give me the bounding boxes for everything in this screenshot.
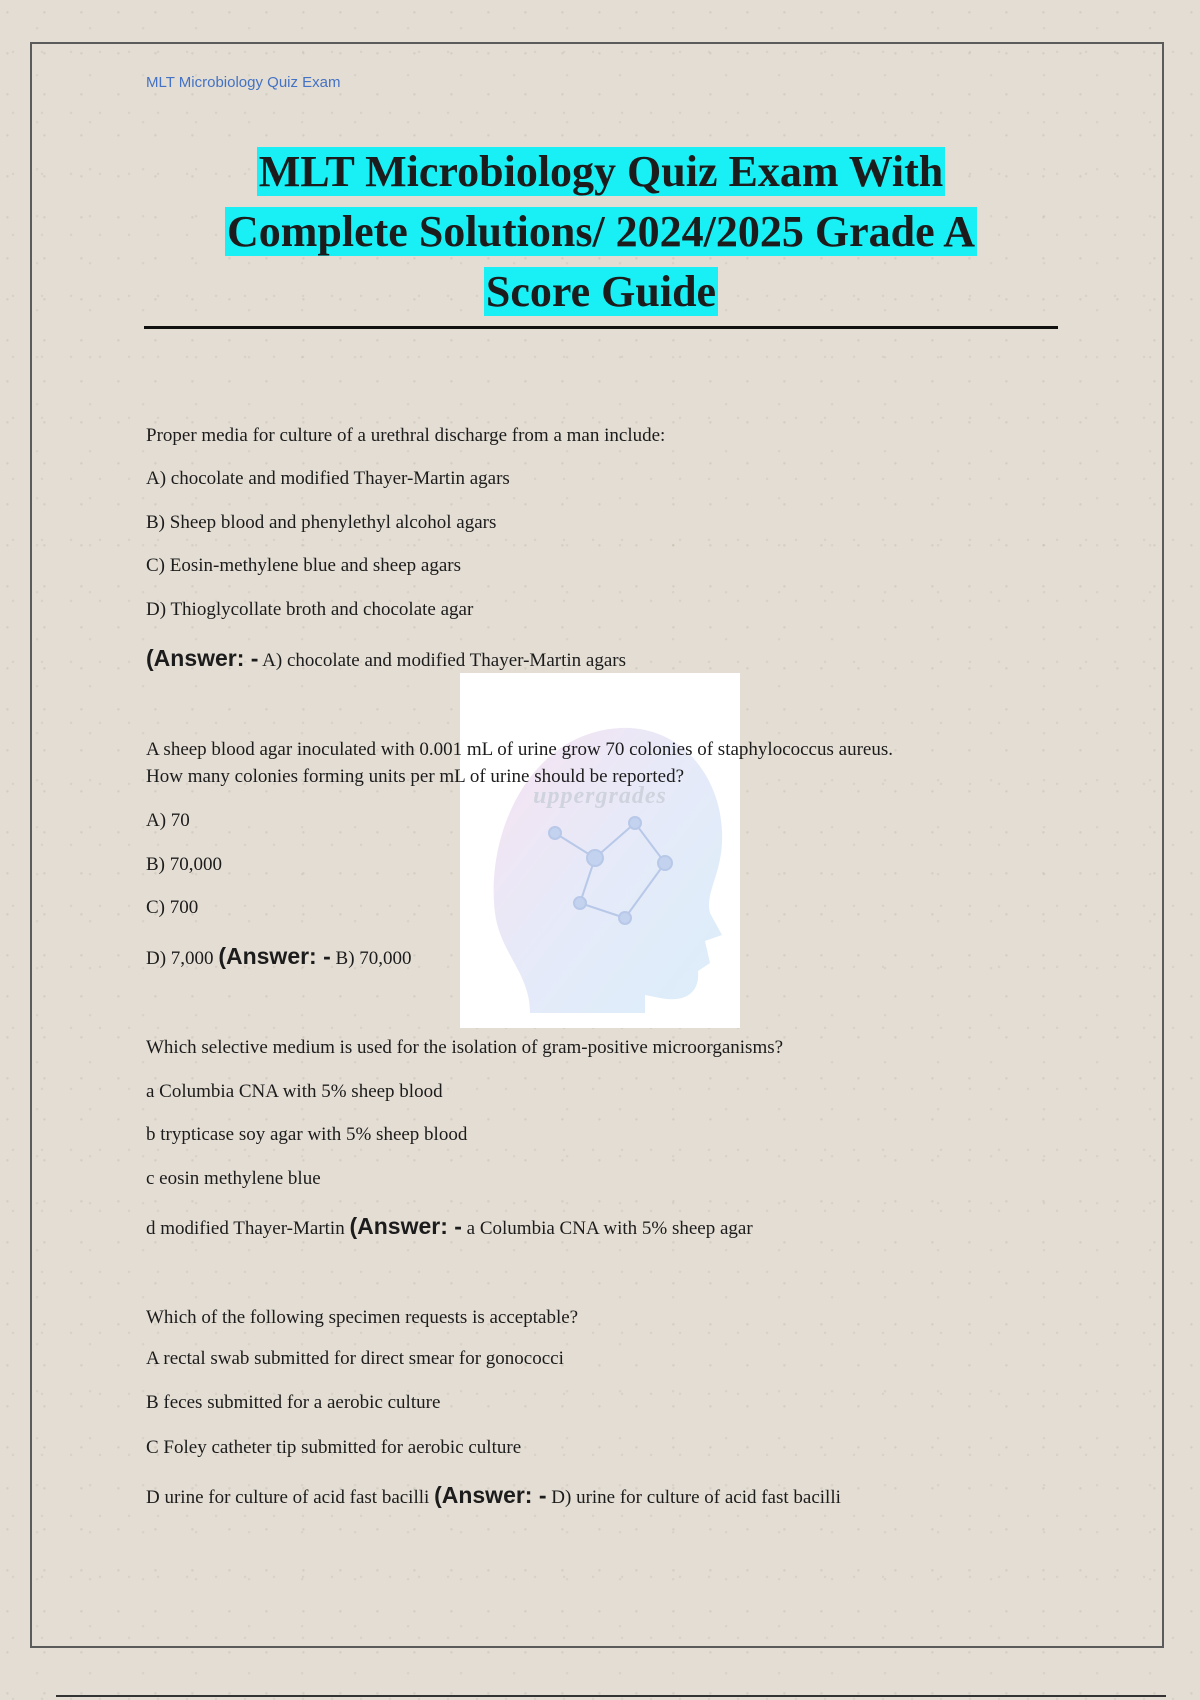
q1-answer-line xyxy=(146,645,626,672)
q3-answer-line xyxy=(146,1213,753,1240)
q1-answer: A) chocolate and modified Thayer-Martin agars xyxy=(262,650,626,671)
q4-option-a: A rectal swab submitted for direct smear for gonococci xyxy=(146,1348,564,1369)
q1-option-d: D) Thioglycollate broth and chocolate agar xyxy=(146,599,474,620)
q3-option-b: b trypticase soy agar with 5% sheep blood xyxy=(146,1124,468,1145)
title-line-3: Score Guide xyxy=(485,267,717,316)
title-line-1: MLT Microbiology Quiz Exam With xyxy=(258,147,944,196)
q4-option-d: D urine for culture of acid fast bacilli xyxy=(146,1487,430,1508)
q2-option-b: B) 70,000 xyxy=(146,854,222,875)
answer-label: (Answer: - xyxy=(349,1213,462,1239)
q1-option-a: A) chocolate and modified Thayer-Martin agars xyxy=(146,468,510,489)
q4-answer: D) urine for culture of acid fast bacilli xyxy=(551,1487,841,1508)
q2-option-c: C) 700 xyxy=(146,897,199,918)
footer-divider xyxy=(56,1695,1166,1697)
q4-answer-line xyxy=(146,1482,841,1509)
watermark-logo xyxy=(460,673,740,1028)
title-line-2: Complete Solutions/ 2024/2025 Grade A xyxy=(226,207,976,256)
q4-option-b: B feces submitted for a aerobic culture xyxy=(146,1392,441,1413)
q2-answer: B) 70,000 xyxy=(335,948,412,969)
q3-question: Which selective medium is used for the isolation of gram-positive microorganisms? xyxy=(146,1037,784,1058)
q3-option-a: a Columbia CNA with 5% sheep blood xyxy=(146,1081,443,1102)
brain-head-icon xyxy=(460,673,740,1028)
answer-label: (Answer: - xyxy=(218,943,331,969)
q1-option-c: C) Eosin-methylene blue and sheep agars xyxy=(146,555,461,576)
document-title xyxy=(145,142,1057,322)
q4-option-c: C Foley catheter tip submitted for aerobic culture xyxy=(146,1437,522,1458)
q1-option-b: B) Sheep blood and phenylethyl alcohol agars xyxy=(146,512,497,533)
q3-option-d: d modified Thayer-Martin xyxy=(146,1218,345,1239)
q2-question-line-1: A sheep blood agar inoculated with 0.001 mL of urine grow 70 colonies of staphylococcus aureus. xyxy=(146,739,893,760)
title-divider xyxy=(144,326,1058,329)
q2-answer-line xyxy=(146,943,412,970)
watermark-text: uppergrades xyxy=(533,783,667,809)
running-header: MLT Microbiology Quiz Exam xyxy=(146,74,341,91)
answer-label: (Answer: - xyxy=(146,645,259,671)
q3-option-c: c eosin methylene blue xyxy=(146,1168,321,1189)
q2-question-line-2: How many colonies forming units per mL of urine should be reported? xyxy=(146,766,685,787)
q4-question: Which of the following specimen requests is acceptable? xyxy=(146,1307,579,1328)
q1-question: Proper media for culture of a urethral discharge from a man include: xyxy=(146,425,666,446)
q3-answer: a Columbia CNA with 5% sheep agar xyxy=(466,1218,753,1239)
q2-option-d: D) 7,000 xyxy=(146,948,214,969)
answer-label: (Answer: - xyxy=(434,1482,547,1508)
q2-option-a: A) 70 xyxy=(146,810,190,831)
